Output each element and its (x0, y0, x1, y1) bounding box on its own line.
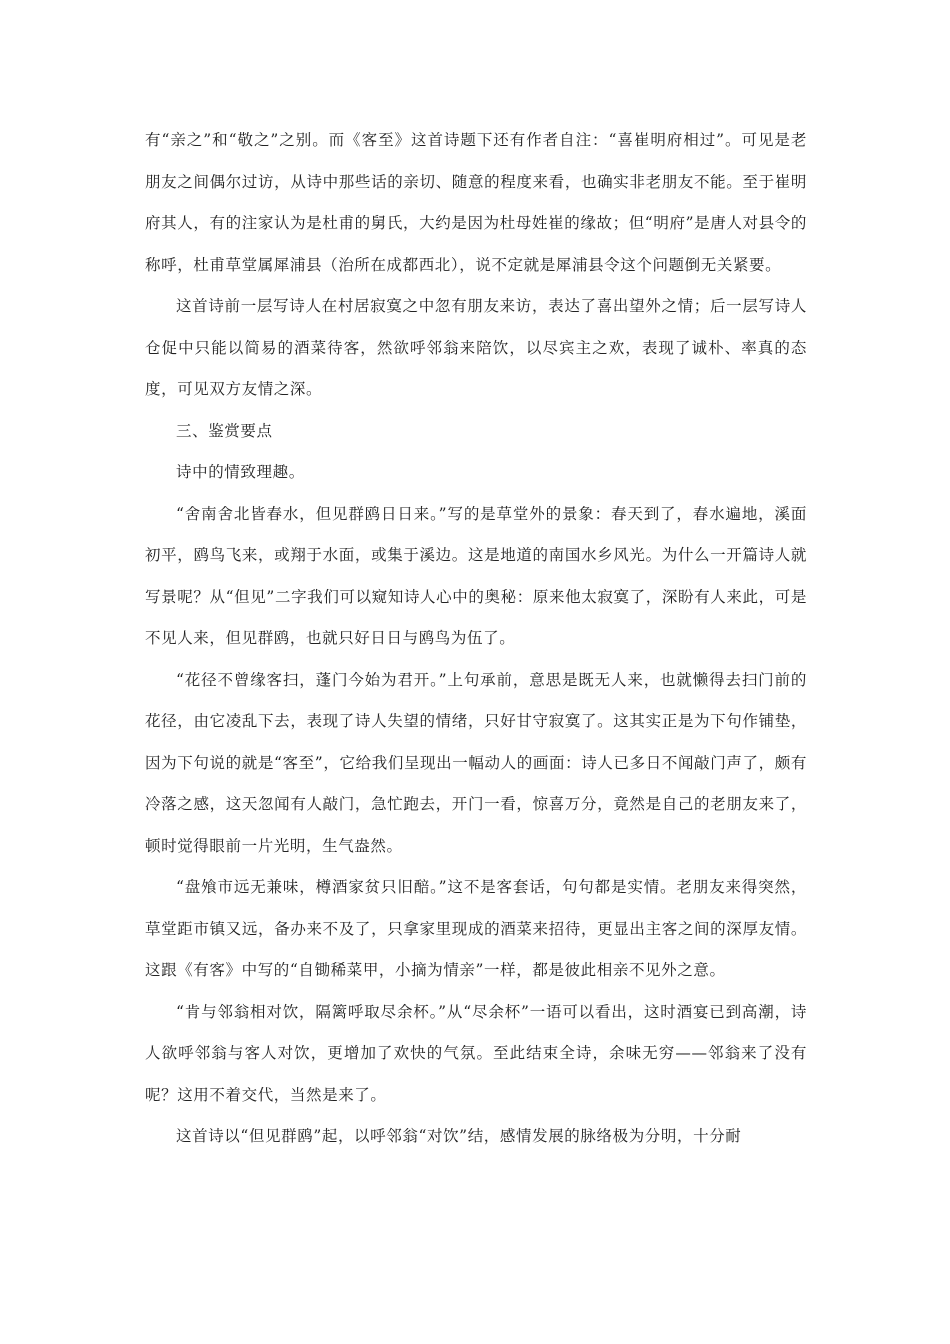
paragraph-5: “舍南舍北皆春水，但见群鸥日日来。”写的是草堂外的景象：春天到了，春水遍地，溪面初平，鸥鸟飞来，或翔于水面，或集于溪边。这是地道的南国水乡风光。为什么一开篇诗人就写景呢？从“但见”二字我们可以窥知诗人心中的奥秘：原来他太寂寞了，深盼有人来此，可是不见人来，但见群鸥，也就只好日日与鸥鸟为伍了。 (145, 504, 807, 647)
paragraph-9: 这首诗以“但见群鸥”起，以呼邻翁“对饮”结，感情发展的脉络极为分明，十分耐 (176, 1127, 742, 1145)
paragraph-1: 有“亲之”和“敬之”之别。而《客至》这首诗题下还有作者自注：“喜崔明府相过”。可见是老朋友之间偶尔过访，从诗中那些话的亲切、随意的程度来看，也确实非老朋友不能。至于崔明府其人，有的注家认为是杜甫的舅氏，大约是因为杜母姓崔的缘故；但“明府”是唐人对县令的称呼，杜甫草堂属犀浦县（治所在成都西北），说不定就是犀浦县令这个问题倒无关紧要。 (145, 131, 807, 274)
section-heading: 三、鉴赏要点 (176, 421, 273, 440)
paragraph-2: 这首诗前一层写诗人在村居寂寞之中忽有朋友来访，表达了喜出望外之情；后一层写诗人仓促中只能以简易的酒菜待客，然欲呼邻翁来陪饮，以尽宾主之欢，表现了诚朴、率真的态度，可见双方友情之深。 (145, 297, 807, 398)
section-subheading: 诗中的情致理趣。 (176, 463, 305, 481)
paragraph-6: “花径不曾缘客扫，蓬门今始为君开。”上句承前，意思是既无人来，也就懒得去扫门前的花径，由它凌乱下去，表现了诗人失望的情绪，只好甘守寂寞了。这其实正是为下句作铺垫，因为下句说的就是“客至”，它给我们呈现出一幅动人的画面：诗人已多日不闻敲门声了，颇有冷落之感，这天忽闻有人敲门，急忙跑去，开门一看，惊喜万分，竟然是自己的老朋友来了，顿时觉得眼前一片光明，生气盎然。 (145, 670, 807, 855)
paragraph-7: “盘飧市远无兼味，樽酒家贫只旧醅。”这不是客套话，句句都是实情。老朋友来得突然，草堂距市镇又远，备办来不及了，只拿家里现成的酒菜来招待，更显出主客之间的深厚友情。这跟《有客》中写的“自锄稀菜甲，小摘为情亲”一样，都是彼此相亲不见外之意。 (145, 878, 807, 979)
paragraph-8: “肯与邻翁相对饮，隔篱呼取尽余杯。”从“尽余杯”一语可以看出，这时酒宴已到高潮，诗人欲呼邻翁与客人对饮，更增加了欢快的气氛。至此结束全诗，余味无穷——邻翁来了没有呢？这用不着交代，当然是来了。 (145, 1002, 807, 1104)
document-body (145, 120, 807, 1158)
